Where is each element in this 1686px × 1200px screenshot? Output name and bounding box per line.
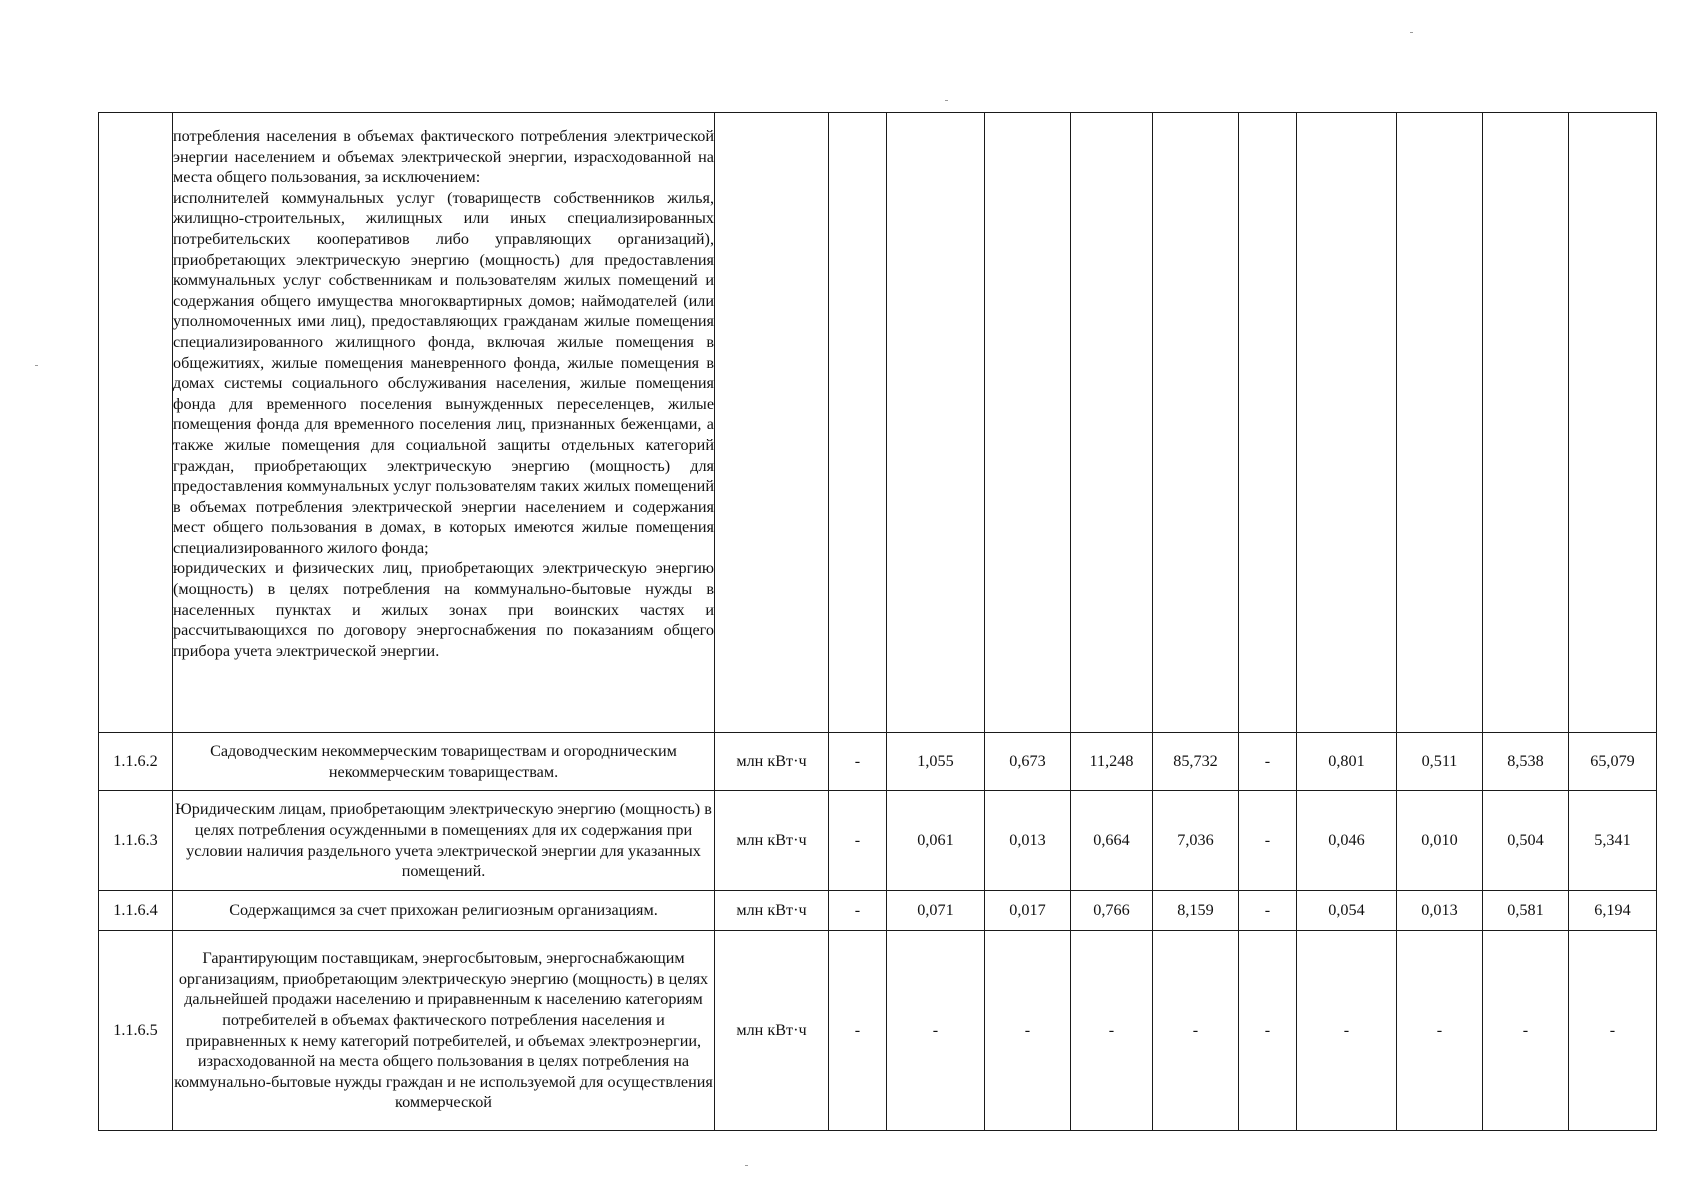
value-cell (1239, 113, 1297, 733)
value-cell: 5,341 (1569, 791, 1657, 891)
value-cell: - (1397, 931, 1483, 1131)
unit-cell: млн кВт·ч (715, 791, 829, 891)
value-cell: 0,013 (1397, 891, 1483, 931)
row-description-continuation (173, 113, 715, 733)
value-cell: 85,732 (1153, 733, 1239, 791)
value-cell: - (1239, 733, 1297, 791)
value-cell (1297, 113, 1397, 733)
value-cell: 0,664 (1071, 791, 1153, 891)
value-cell: 0,017 (985, 891, 1071, 931)
document-page (98, 112, 1656, 1131)
value-cell: 0,504 (1483, 791, 1569, 891)
value-cell: - (1297, 931, 1397, 1131)
scan-speck (745, 1165, 748, 1166)
row-description: Содержащимся за счет прихожан религиозным организациям. (173, 891, 715, 931)
value-cell: 8,538 (1483, 733, 1569, 791)
value-cell: - (829, 791, 887, 891)
value-cell: 7,036 (1153, 791, 1239, 891)
row-number: 1.1.6.2 (99, 733, 173, 791)
value-cell: - (1239, 891, 1297, 931)
value-cell: 0,061 (887, 791, 985, 891)
value-cell (1569, 113, 1657, 733)
row-number-cell (99, 113, 173, 733)
value-cell: 6,194 (1569, 891, 1657, 931)
row-description: Юридическим лицам, приобретающим электрическую энергию (мощность) в целях потребления осужденными в помещениях для их содержания при условии наличия раздельного учета электрической энергии для указанных помещений. (173, 791, 715, 891)
value-cell: 0,071 (887, 891, 985, 931)
value-cell: 0,801 (1297, 733, 1397, 791)
unit-cell (715, 113, 829, 733)
table-row-continuation (99, 113, 1657, 733)
row-number: 1.1.6.3 (99, 791, 173, 891)
table-row (99, 733, 1657, 791)
table-row (99, 791, 1657, 891)
value-cell: - (1239, 791, 1297, 891)
value-cell: 0,046 (1297, 791, 1397, 891)
row-number: 1.1.6.5 (99, 931, 173, 1131)
tariff-volume-table (98, 112, 1657, 1131)
scan-speck (35, 365, 38, 366)
value-cell: - (1569, 931, 1657, 1131)
row-number: 1.1.6.4 (99, 891, 173, 931)
value-cell: - (1071, 931, 1153, 1131)
value-cell: - (829, 931, 887, 1131)
value-cell: 0,673 (985, 733, 1071, 791)
value-cell: 0,010 (1397, 791, 1483, 891)
value-cell (985, 113, 1071, 733)
value-cell: - (1239, 931, 1297, 1131)
row-description: Гарантирующим поставщикам, энергосбытовым, энергоснабжающим организациям, приобретающим электрическую энергию (мощность) в целях дальнейшей продажи населению и приравненным к населению категориям потребителей в объемах фактического потребления населения и приравненных к нему категорий потребителей, и объемах электроэнергии, израсходованной на места общего пользования в целях потребления на коммунально-бытовые нужды граждан и не используемой для осуществления коммерческой (173, 931, 715, 1131)
table-row (99, 931, 1657, 1131)
value-cell: 1,055 (887, 733, 985, 791)
value-cell: - (829, 733, 887, 791)
value-cell: - (985, 931, 1071, 1131)
value-cell: - (1153, 931, 1239, 1131)
value-cell: 8,159 (1153, 891, 1239, 931)
value-cell: - (829, 891, 887, 931)
unit-cell: млн кВт·ч (715, 733, 829, 791)
value-cell: 65,079 (1569, 733, 1657, 791)
unit-cell: млн кВт·ч (715, 931, 829, 1131)
scan-speck (945, 100, 948, 101)
value-cell (1153, 113, 1239, 733)
value-cell: 11,248 (1071, 733, 1153, 791)
value-cell: 0,581 (1483, 891, 1569, 931)
description-paragraph: юридических и физических лиц, приобретающих электрическую энергию (мощность) в целях потребления на коммунально-бытовые нужды в населенных пунктах и жилых зонах при воинских частях и рассчитывающихся по договору энергоснабжения по показаниям общего прибора учета электрической энергии. (173, 559, 714, 660)
value-cell: 0,054 (1297, 891, 1397, 931)
value-cell: - (1483, 931, 1569, 1131)
unit-cell: млн кВт·ч (715, 891, 829, 931)
value-cell: - (887, 931, 985, 1131)
value-cell (1071, 113, 1153, 733)
value-cell: 0,013 (985, 791, 1071, 891)
scan-speck (1410, 32, 1413, 33)
value-cell (829, 113, 887, 733)
value-cell (1397, 113, 1483, 733)
value-cell: 0,511 (1397, 733, 1483, 791)
value-cell: 0,766 (1071, 891, 1153, 931)
table-row (99, 891, 1657, 931)
value-cell (887, 113, 985, 733)
description-paragraph: потребления населения в объемах фактического потребления электрической энергии населением и объемах электрической энергии, израсходованной на места общего пользования, за исключением: (173, 127, 714, 187)
value-cell (1483, 113, 1569, 733)
description-paragraph: исполнителей коммунальных услуг (товариществ собственников жилья, жилищно-строительных, жилищных или иных специализированных потребительских кооперативов либо управляющих организаций), приобретающих электрическую энергию (мощность) для предоставления коммунальных услуг собственникам и пользователям жилых помещений и содержания общего имущества многоквартирных домов; наймодателей (или уполномоченных ими лиц), предоставляющих гражданам жилые помещения специализированного жилищного фонда, включая жилые помещения в общежитиях, жилые помещения маневренного фонда, жилые помещения в домах системы социального обслуживания населения, жилые помещения фонда для временного поселения вынужденных переселенцев, жилые помещения фонда для временного поселения лиц, признанных беженцами, а также жилые помещения для социальной защиты отдельных категорий граждан, приобретающих электрическую энергию (мощность) для предоставления коммунальных услуг пользователям таких жилых помещений в объемах потребления электрической энергии населением и содержания мест общего пользования в домах, в которых имеются жилые помещения специализированного жилого фонда; (173, 188, 714, 557)
row-description: Садоводческим некоммерческим товариществам и огородническим некоммерческим товариществам. (173, 733, 715, 791)
